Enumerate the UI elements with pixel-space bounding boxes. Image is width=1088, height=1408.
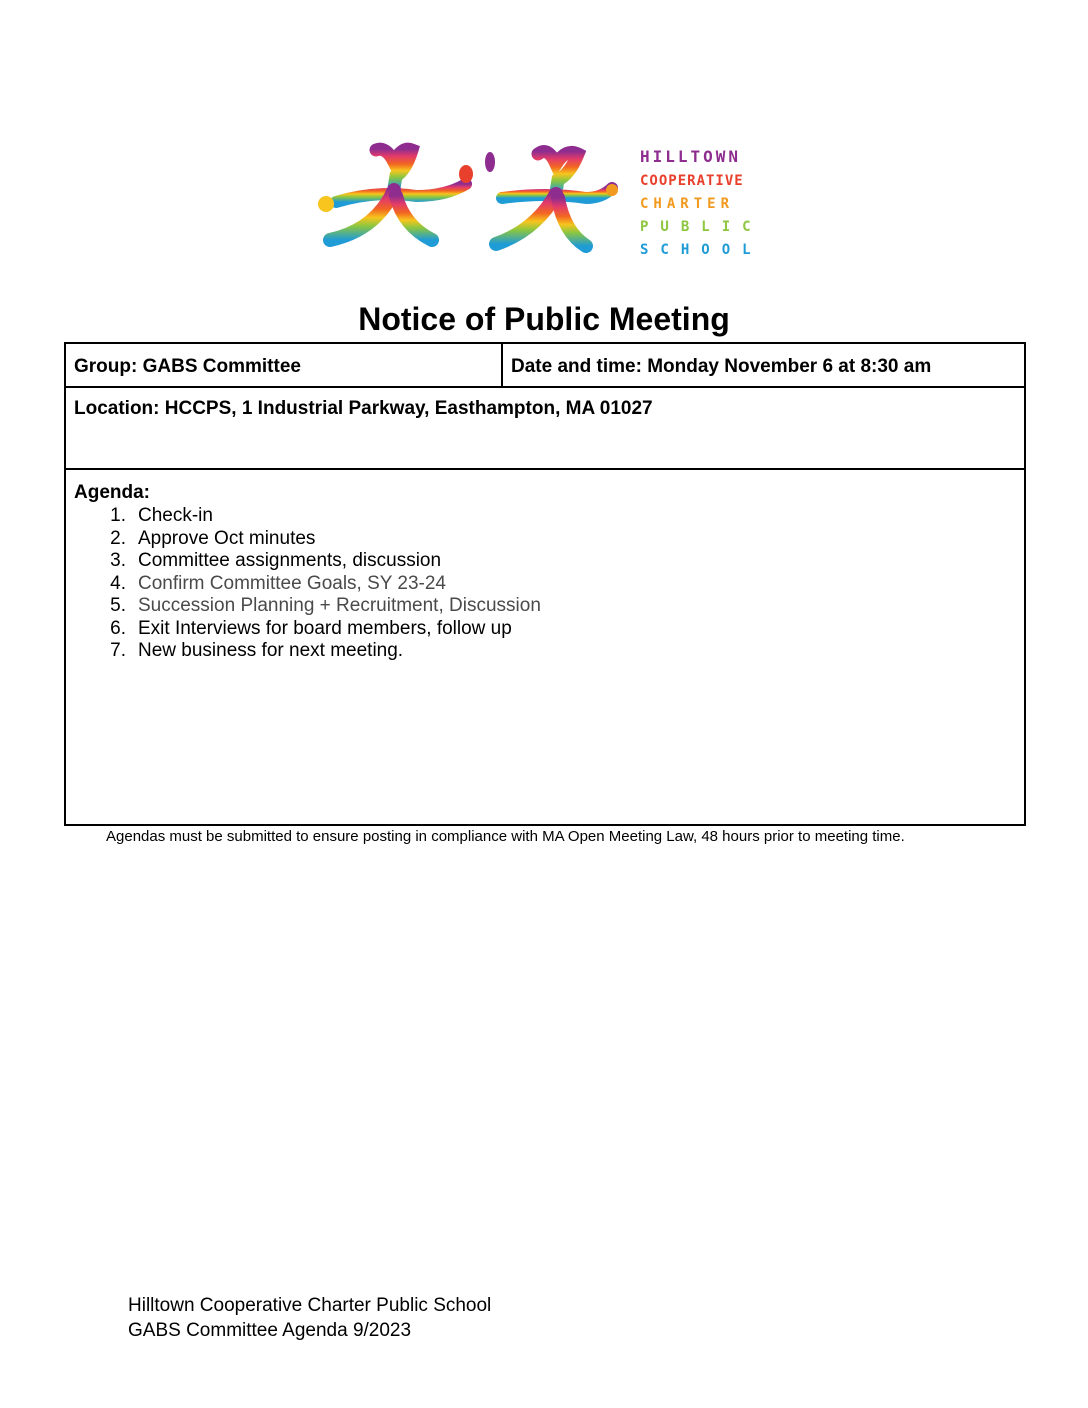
agenda-item-text: New business for next meeting. xyxy=(138,640,404,661)
school-logo xyxy=(316,140,776,270)
school-logo-graphic xyxy=(316,140,776,270)
agenda-item-number: 5. xyxy=(110,595,126,616)
date-cell xyxy=(503,344,1024,386)
date-time-label: Date and time: Monday November 6 at 8:30 am xyxy=(511,356,932,377)
wordmark-line: SCHOOL xyxy=(640,242,763,258)
footer-document-name: GABS Committee Agenda 9/2023 xyxy=(128,1320,412,1341)
agenda-item-number: 4. xyxy=(110,572,126,594)
agenda-heading: Agenda: xyxy=(74,482,150,503)
group-label: Group: GABS Committee xyxy=(74,356,301,377)
wordmark-line: HILLTOWN xyxy=(640,147,742,166)
open-meeting-law-footnote: Agendas must be submitted to ensure posting in compliance with MA Open Meeting Law, 48 hours prior to meeting time. xyxy=(106,828,905,845)
agenda-item-text: Exit Interviews for board members, follow up xyxy=(138,617,512,639)
page-footer xyxy=(128,1293,491,1343)
agenda-item-text: Committee assignments, discussion xyxy=(138,550,442,571)
agenda-item-number: 3. xyxy=(110,550,126,571)
meeting-notice-table xyxy=(64,342,1026,826)
group-cell xyxy=(66,344,503,386)
agenda-item-number: 1. xyxy=(110,505,126,526)
footer-school-name: Hilltown Cooperative Charter Public School xyxy=(128,1295,492,1316)
agenda-item-text: Succession Planning + Recruitment, Discussion xyxy=(138,595,541,616)
agenda-item-text: Confirm Committee Goals, SY 23-24 xyxy=(138,572,446,594)
location-row xyxy=(66,388,1024,470)
location-label: Location: HCCPS, 1 Industrial Parkway, Easthampton, MA 01027 xyxy=(74,398,653,419)
agenda-item-number: 2. xyxy=(110,527,126,549)
wordmark-line: PUBLIC xyxy=(640,219,763,235)
wordmark-line: COOPERATIVE xyxy=(640,173,744,189)
agenda-item-number: 6. xyxy=(110,617,126,639)
agenda-item-number: 7. xyxy=(110,640,126,661)
header-row xyxy=(66,344,1024,388)
agenda-item-text: Approve Oct minutes xyxy=(138,527,316,549)
agenda-row xyxy=(66,470,1024,824)
wordmark-line: CHARTER xyxy=(640,196,735,212)
agenda-item-text: Check-in xyxy=(138,505,213,526)
page-title: Notice of Public Meeting xyxy=(358,301,730,337)
